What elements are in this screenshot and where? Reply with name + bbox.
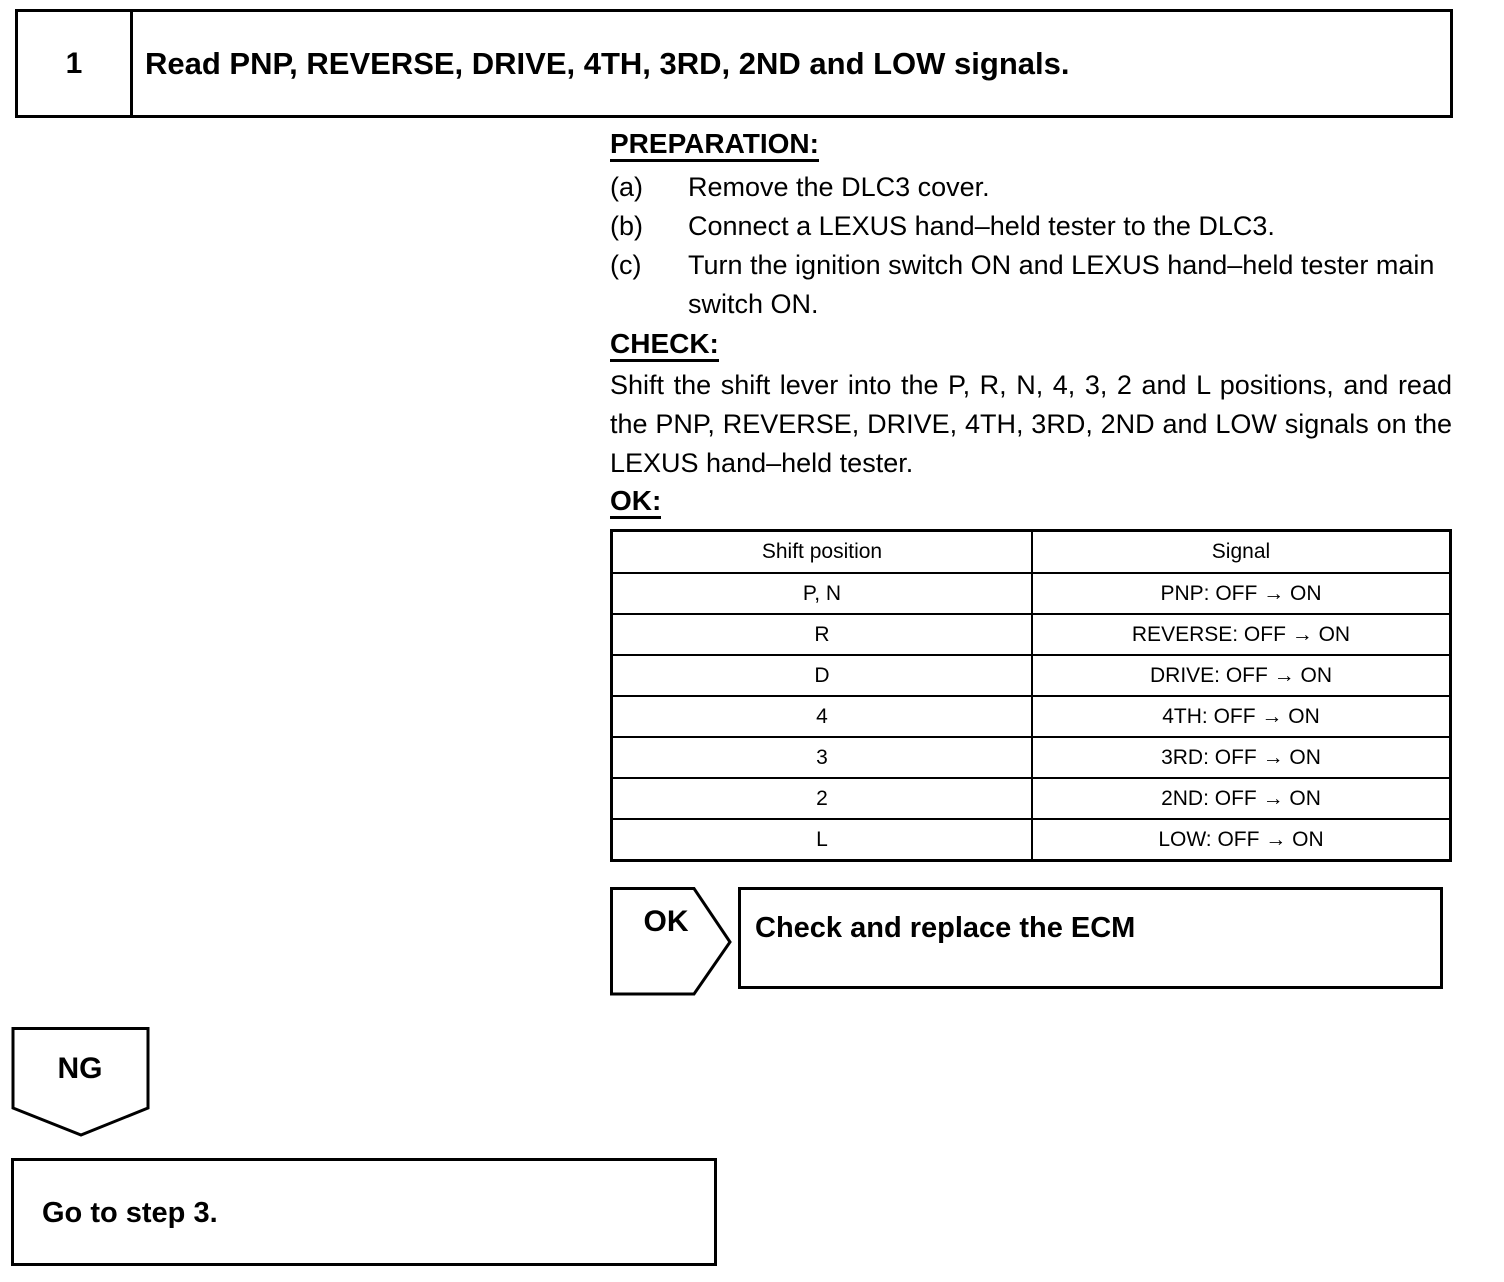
preparation-item-label: (a) bbox=[610, 172, 643, 202]
step-header bbox=[15, 9, 1453, 118]
table-row bbox=[612, 573, 1451, 614]
preparation-item bbox=[610, 246, 1452, 324]
signal-cell: 4TH: OFF → ON bbox=[1032, 696, 1451, 737]
ng-result-box: Go to step 3. bbox=[11, 1158, 717, 1266]
table-row bbox=[612, 614, 1451, 655]
step-number: 1 bbox=[18, 12, 133, 115]
instruction-column bbox=[610, 128, 1452, 862]
preparation-item bbox=[610, 207, 1452, 246]
ok-result-box: Check and replace the ECM bbox=[738, 887, 1443, 989]
signal-cell: 3RD: OFF → ON bbox=[1032, 737, 1451, 778]
check-heading: CHECK: bbox=[610, 328, 719, 362]
shift-position-cell: 2 bbox=[612, 778, 1033, 819]
ok-arrow-icon bbox=[610, 887, 734, 997]
step-title: Read PNP, REVERSE, DRIVE, 4TH, 3RD, 2ND and LOW signals. bbox=[145, 45, 1070, 81]
preparation-item-text: Connect a LEXUS hand–held tester to the DLC3. bbox=[688, 211, 1275, 241]
preparation-item-text: Remove the DLC3 cover. bbox=[688, 172, 990, 202]
ok-heading: OK: bbox=[610, 485, 661, 519]
table-header-row bbox=[612, 531, 1451, 574]
check-text: Shift the shift lever into the P, R, N, 4, 3, 2 and L positions, and read the PNP, REVERSE, DRIVE, 4TH, 3RD, 2ND and LOW signals on the LEXUS hand–held tester. bbox=[610, 370, 1452, 478]
shift-position-cell: D bbox=[612, 655, 1033, 696]
preparation-list bbox=[610, 168, 1452, 324]
table-row bbox=[612, 696, 1451, 737]
signal-cell: PNP: OFF → ON bbox=[1032, 573, 1451, 614]
shift-position-cell: L bbox=[612, 819, 1033, 861]
table-row bbox=[612, 819, 1451, 861]
table-row bbox=[612, 737, 1451, 778]
signal-table bbox=[610, 529, 1452, 862]
preparation-item-text: Turn the ignition switch ON and LEXUS hand–held tester main switch ON. bbox=[688, 250, 1435, 319]
preparation-item-label: (c) bbox=[610, 250, 642, 280]
preparation-heading: PREPARATION: bbox=[610, 128, 819, 162]
ok-branch-label: OK bbox=[643, 905, 689, 938]
preparation-item-label: (b) bbox=[610, 211, 643, 241]
column-header-shift-position: Shift position bbox=[612, 531, 1033, 574]
signal-cell: 2ND: OFF → ON bbox=[1032, 778, 1451, 819]
table-row bbox=[612, 655, 1451, 696]
ng-branch-label: NG bbox=[57, 1052, 103, 1085]
signal-cell: DRIVE: OFF → ON bbox=[1032, 655, 1451, 696]
shift-position-cell: 4 bbox=[612, 696, 1033, 737]
shift-position-cell: 3 bbox=[612, 737, 1033, 778]
shift-position-cell: R bbox=[612, 614, 1033, 655]
table-row bbox=[612, 778, 1451, 819]
signal-cell: REVERSE: OFF → ON bbox=[1032, 614, 1451, 655]
preparation-item bbox=[610, 168, 1452, 207]
column-header-signal: Signal bbox=[1032, 531, 1451, 574]
shift-position-cell: P, N bbox=[612, 573, 1033, 614]
signal-cell: LOW: OFF → ON bbox=[1032, 819, 1451, 861]
